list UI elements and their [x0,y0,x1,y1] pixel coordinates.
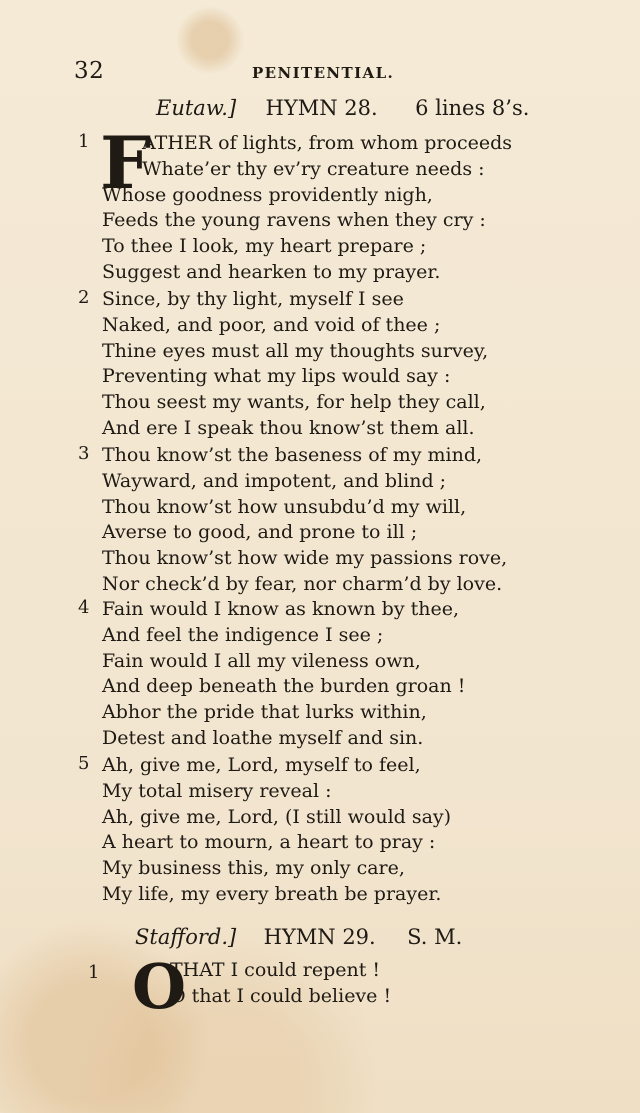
stanza-line: Whate’er thy ev’ry creature needs : [142,157,485,180]
hymn-28-meter: 6 lines 8’s. [415,96,530,120]
stanza-line: Thou know’st the baseness of my mind, [102,444,483,466]
stanza-number: 1 [88,962,100,983]
stanza-line: Abhor the pride that lurks within, [102,701,427,724]
stanza-line: Ah, give me, Lord, (I still would say) [102,805,452,828]
stanza-line: A heart to mourn, a heart to pray : [102,831,436,854]
stanza-line: Preventing what my lips would say : [102,365,451,388]
hymn-28-heading [156,96,529,120]
stanza-line: And feel the indigence I see ; [102,623,384,646]
stanza-lines [102,753,572,908]
stanza-lines [102,597,572,752]
stanza-number: 2 [78,287,90,308]
stanza-line: Thou know’st how wide my passions rove, [102,547,508,570]
stanza-line: And deep beneath the burden groan ! [102,675,466,698]
hymn-29-heading [135,925,462,949]
stanza-5 [78,753,598,903]
stanza-line: O that I could believe ! [170,984,392,1007]
drop-cap-f: F [100,120,152,205]
hymn-29-title: HYMN 29. [263,925,376,949]
stanza-line: Thou know’st how unsubdu’d my will, [102,495,467,518]
stanza-line: Detest and loathe myself and sin. [102,726,424,749]
stanza-lines [170,958,640,1010]
hymn-29-meter: S. M. [407,925,463,949]
stanza-line: Feeds the young ravens when they cry : [102,209,486,232]
stanza-lines [102,443,572,598]
stanza-number: 3 [78,443,90,464]
stanza-line: Fain would I all my vileness own, [102,649,421,672]
page-number: 32 [74,58,105,84]
stanza-line: Thine eyes must all my thoughts survey, [102,339,489,362]
stanza-line: Fain would I know as known by thee, [102,598,460,620]
stanza-number: 1 [78,131,90,152]
stanza-3 [78,443,598,593]
stanza-line: Thou seest my wants, for help they call, [102,391,486,414]
stanza-4 [78,597,598,747]
stanza-line: My total misery reveal : [102,779,332,802]
stanza-line: Naked, and poor, and void of thee ; [102,313,441,336]
stanza-line: Nor check’d by fear, nor charm’d by love. [102,572,503,595]
page-header [74,58,434,90]
stanza-line: My business this, my only care, [102,857,405,880]
stanza-lines [100,120,572,286]
hymn-28-tune: Eutaw.] [156,96,237,120]
stanza-line: ATHER of lights, from whom proceeds [142,132,512,154]
stanza-line: Suggest and hearken to my prayer. [102,260,441,283]
hymn-28-title: HYMN 28. [265,96,378,120]
stanza-line: My life, my every breath be prayer. [102,882,442,905]
section-title: PENITENTIAL. [252,64,395,82]
stanza-line: Whose goodness providently nigh, [102,183,433,206]
stanza-number: 5 [78,753,90,774]
stanza-line: Since, by thy light, myself I see [102,288,404,310]
drop-cap-o: O [132,950,187,1023]
stanza-1 [78,120,598,283]
stanza-line: THAT I could repent ! [170,959,381,981]
hymn-29-tune: Stafford.] [135,925,237,949]
stanza-line: Averse to good, and prone to ill ; [102,521,418,544]
stanza-2 [78,287,598,437]
stanza-line: And ere I speak thou know’st them all. [102,416,475,439]
stanza-line: To thee I look, my heart prepare ; [102,235,427,258]
stanza-line: Wayward, and impotent, and blind ; [102,469,447,492]
stanza-lines [102,287,572,442]
stanza-line: Ah, give me, Lord, myself to feel, [102,754,421,776]
stanza-number: 4 [78,597,90,618]
